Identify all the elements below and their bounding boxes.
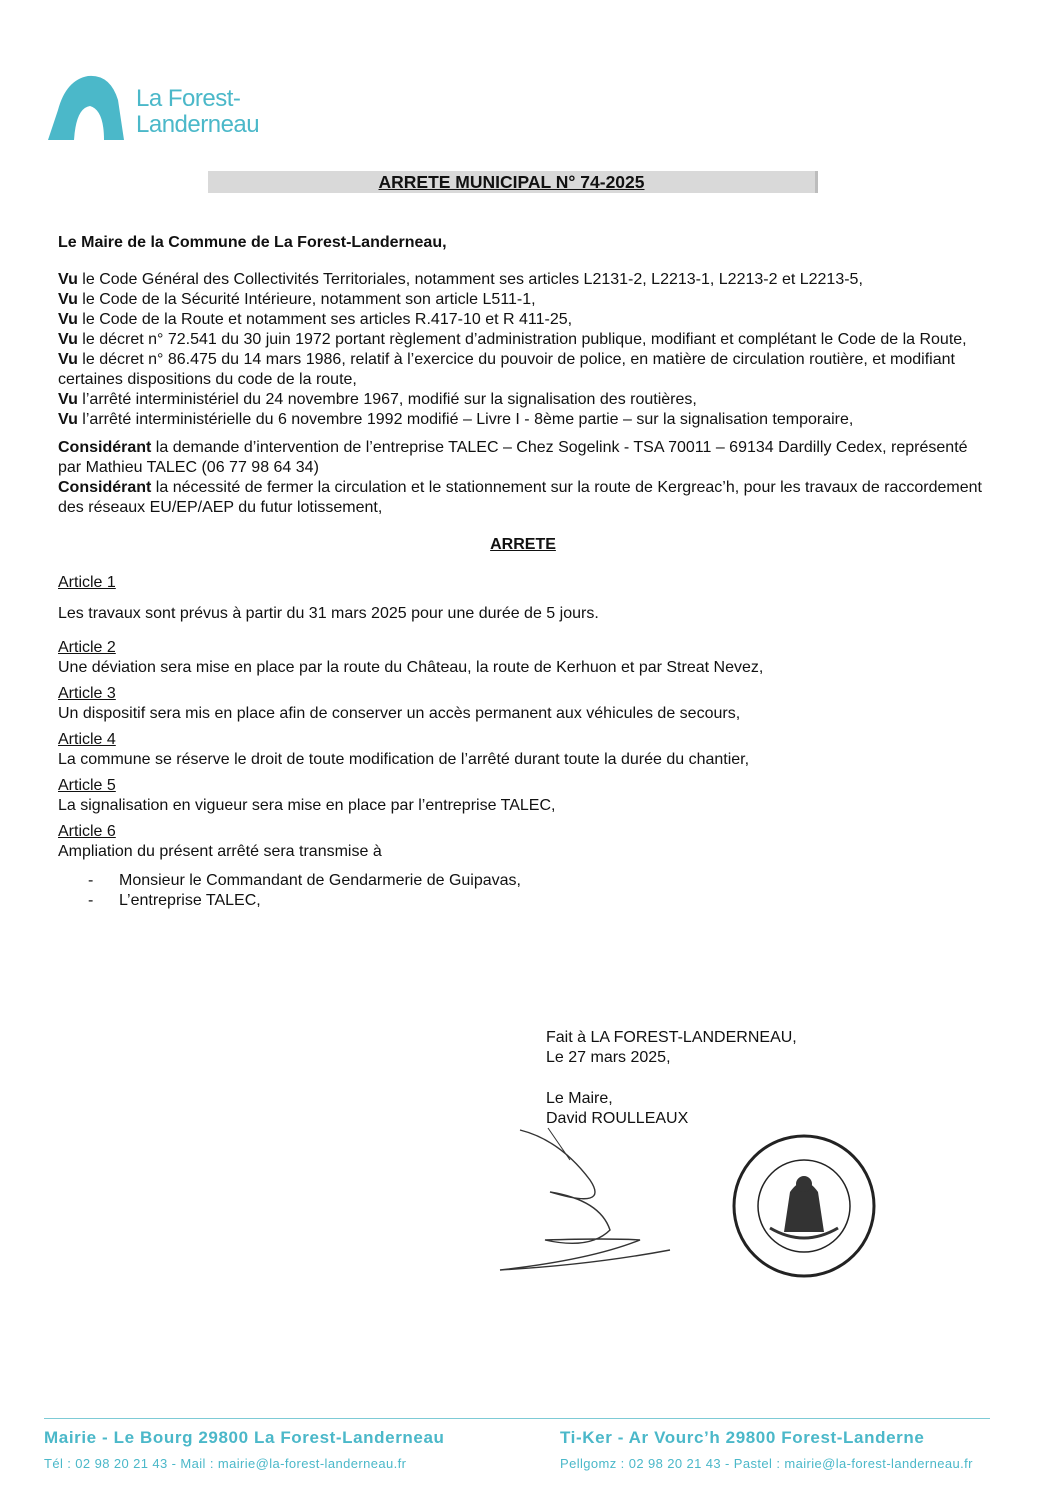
intro-line: Le Maire de la Commune de La Forest-Landerneau, [58,234,447,251]
recipient-list [58,871,988,911]
vu-lead: Vu [58,351,78,368]
vu-text: l’arrêté interministériel du 24 novembre 1967, modifié sur la signalisation des routières, [77,391,697,408]
considerant-list [58,438,988,518]
article-text: Une déviation sera mise en place par la route du Château, la route de Kerhuon et par Streat Nevez, [58,659,764,676]
footer-divider [44,1418,990,1419]
vu-lead: Vu [58,411,78,428]
vu-item [58,390,988,410]
considerant-item [58,438,988,478]
vu-item [58,350,988,390]
town-hall-stamp-icon [730,1132,878,1280]
article-2 [58,638,988,678]
vu-text: le Code Général des Collectivités Territoriales, notamment ses articles L2131-2, L2213-1, L2213-2 et L2213-5, [77,271,863,288]
article-6 [58,822,988,911]
considerant-text: la demande d’intervention de l’entreprise TALEC – Chez Sogelink - TSA 70011 – 69134 Dardilly Cedex, représenté par Mathieu TALEC (06 77 98 64 34) [58,439,968,476]
article-text: Les travaux sont prévus à partir du 31 mars 2025 pour une durée de 5 jours. [58,605,599,622]
vu-lead: Vu [58,391,78,408]
vu-lead: Vu [58,331,78,348]
signature-date: Le 27 mars 2025, [546,1049,671,1066]
article-1 [58,573,988,624]
article-heading: Article 6 [58,823,116,840]
signature-place: Fait à LA FOREST-LANDERNEAU, [546,1029,797,1046]
recipient-item: - L’entreprise TALEC, [58,891,988,911]
vu-lead: Vu [58,311,78,328]
article-heading: Article 1 [58,574,116,591]
vu-lead: Vu [58,271,78,288]
article-heading: Article 5 [58,777,116,794]
considerant-lead: Considérant [58,439,152,456]
considerant-item [58,478,988,518]
vu-item [58,270,988,290]
footer-right-address: Ti-Ker - Ar Vourc’h 29800 Forest-Landerne [560,1428,925,1447]
vu-lead: Vu [58,291,78,308]
document-title: ARRETE MUNICIPAL N° 74-2025 [378,172,645,192]
signature-name: David ROULLEAUX [546,1110,689,1127]
article-text: La commune se réserve le droit de toute modification de l’arrêté durant toute la durée du chantier, [58,751,750,768]
signature-role: Le Maire, [546,1090,613,1107]
footer-right-contact: Pellgomz : 02 98 20 21 43 - Pastel : mairie@la-forest-landerneau.fr [560,1456,973,1471]
article-text: La signalisation en vigueur sera mise en place par l’entreprise TALEC, [58,797,556,814]
handwritten-signature-icon [440,1120,760,1280]
vu-text: l’arrêté interministérielle du 6 novembre 1992 modifié – Livre I - 8ème partie – sur la signalisation temporaire, [77,411,854,428]
article-5 [58,776,988,816]
article-heading: Article 4 [58,731,116,748]
vu-item [58,310,988,330]
vu-item [58,290,988,310]
vu-text: le Code de la Route et notamment ses articles R.417-10 et R 411-25, [77,311,573,328]
vu-list [58,270,988,430]
document-body [58,233,988,917]
article-text: Ampliation du présent arrêté sera transmise à [58,843,382,860]
signature-block [546,1028,797,1129]
logo-line-1: La Forest- [136,85,241,112]
footer-left-address: Mairie - Le Bourg 29800 La Forest-Landerneau [44,1428,445,1447]
footer-left-contact: Tél : 02 98 20 21 43 - Mail : mairie@la-forest-landerneau.fr [44,1456,407,1471]
article-heading: Article 3 [58,685,116,702]
vu-item [58,410,988,430]
vu-item [58,330,988,350]
article-heading: Article 2 [58,639,116,656]
logo-wordmark [136,86,259,138]
article-3 [58,684,988,724]
vu-text: le décret n° 72.541 du 30 juin 1972 portant règlement d’administration publique, modifiant et complétant le Code de la Route, [77,331,967,348]
vu-text: le décret n° 86.475 du 14 mars 1986, relatif à l’exercice du pouvoir de police, en matière de circulation routière, et modifiant certaines dispositions du code de la route, [58,351,955,388]
logo-line-2: Landerneau [136,111,260,138]
considerant-text: la nécessité de fermer la circulation et le stationnement sur la route de Kergreac’h, pour les travaux de raccordement des réseaux EU/EP/AEP du futur lotissement, [58,479,982,516]
article-4 [58,730,988,770]
vu-text: le Code de la Sécurité Intérieure, notamment son article L511-1, [77,291,536,308]
recipient-item: - Monsieur le Commandant de Gendarmerie de Guipavas, [58,871,988,891]
considerant-lead: Considérant [58,479,152,496]
arrete-heading: ARRETE [490,536,556,553]
article-text: Un dispositif sera mis en place afin de conserver un accès permanent aux véhicules de secours, [58,705,741,722]
